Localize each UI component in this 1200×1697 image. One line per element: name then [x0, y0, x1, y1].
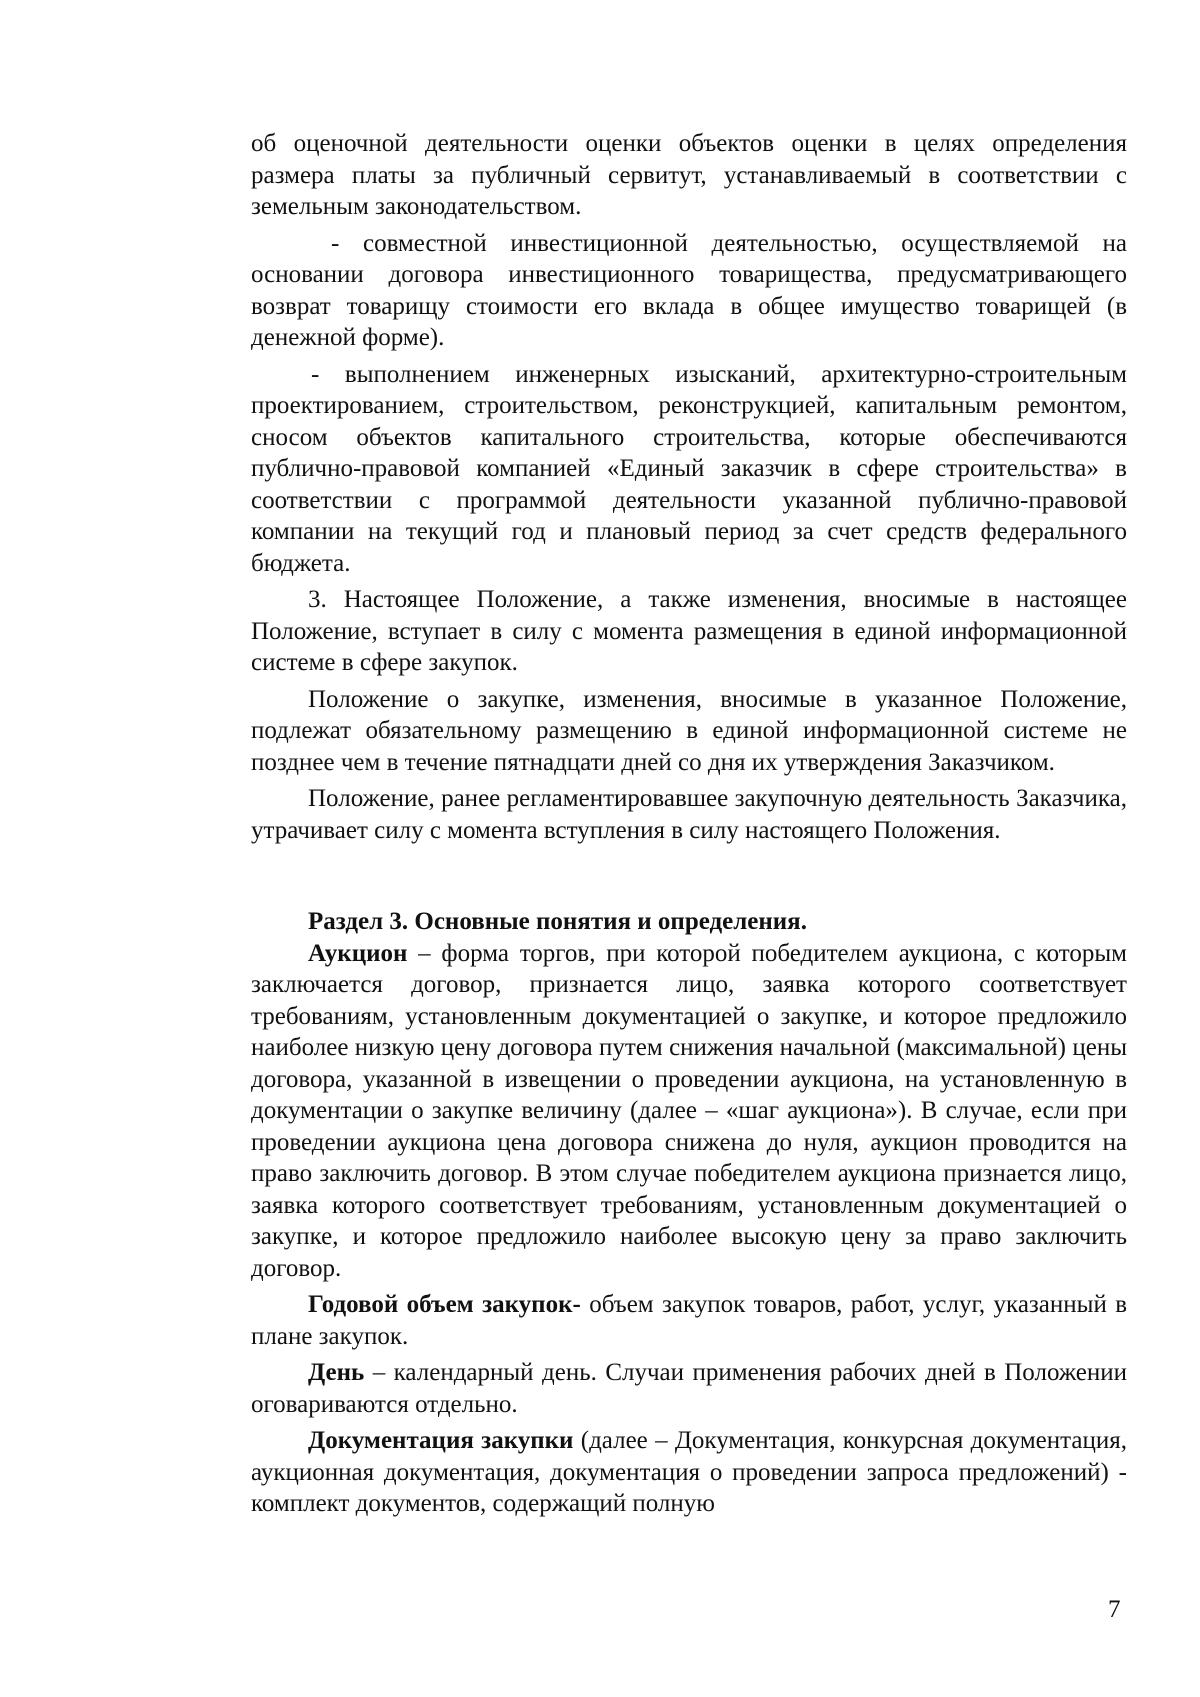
definition-annual-volume: [251, 1289, 1127, 1352]
document-body: [251, 128, 1127, 1525]
definition-text: объем закупок товаров, работ, услуг, указанный в плане закупок.: [251, 1291, 1127, 1350]
paragraph-engineering-surveys: - выполнением инженерных изысканий, архитектурно-строительным проектированием, строительством, реконструкцией, капитальным ремонтом, сносом объектов капитального строительства, которые обеспечиваются публично-правовой компанией «Единый заказчик в сфере строительства» в соответствии с программой деятельности указанной публично-правовой компании на текущий год и плановый период за счет средств федерального бюджета.: [251, 360, 1127, 577]
definition-auction: [251, 938, 1127, 1285]
page-number: 7: [1108, 1596, 1121, 1623]
paragraph-publication: Положение о закупке, изменения, вносимые в указанное Положение, подлежат обязательному размещению в единой информационной системе не позднее чем в течение пятнадцати дней со дня их утверждения Заказчиком.: [251, 685, 1127, 776]
definition-procurement-documentation: [251, 1425, 1127, 1520]
definition-day: [251, 1357, 1127, 1420]
definition-term: Годовой объем закупок-: [308, 1291, 581, 1318]
paragraph-appraisal: об оценочной деятельности оценки объектов оценки в целях определения размера платы за публичный сервитут, устанавливаемый в соответствии с земельным законодательством.: [251, 130, 1127, 220]
paragraph-joint-investment: - совместной инвестиционной деятельностью, осуществляемой на основании договора инвестиционного товарищества, предусматривающего возврат товарищу стоимости его вклада в общее имущество товарищей (в денежной форме).: [251, 229, 1127, 351]
paragraph-clause-3: 3. Настоящее Положение, а также изменения, вносимые в настоящее Положение, вступает в силу с момента размещения в единой информационной системе в сфере закупок.: [251, 586, 1127, 676]
paragraph-previous-regulation: Положение, ранее регламентировавшее закупочную деятельность Заказчика, утрачивает силу с момента вступления в силу настоящего Положения.: [251, 785, 1127, 844]
definition-term: День: [308, 1359, 365, 1386]
definition-text: – форма торгов, при которой победителем аукциона, с которым заключается договор, признается лицо, заявка которого соответствует требованиям, установленным документацией о закупке, и которое предложило наиболее низкую цену договора путем снижения начальной (максимальной) цены договора, указанной в извещении о проведении аукциона, на установленную в документации о закупке величину (далее – «шаг аукциона»). В случае, если при проведении аукциона цена договора снижена до нуля, аукцион проводится на право заключить договор. В этом случае победителем аукциона признается лицо, заявка которого соответствует требованиям, установленным документацией о закупке, и которое предложило наиболее высокую цену за право заключить договор.: [251, 939, 1127, 1282]
definition-text: – календарный день. Случаи применения рабочих дней в Положении оговариваются отдельно.: [251, 1359, 1127, 1418]
section-title: Раздел 3. Основные понятия и определения.: [308, 908, 807, 935]
definition-text: (далее – Документация, конкурсная документация, аукционная документация, документация о проведении запроса предложений) - комплект документов, содержащий полную: [251, 1427, 1127, 1517]
definition-term: Документация закупки: [308, 1427, 574, 1454]
definition-term: Аукцион: [308, 939, 408, 967]
